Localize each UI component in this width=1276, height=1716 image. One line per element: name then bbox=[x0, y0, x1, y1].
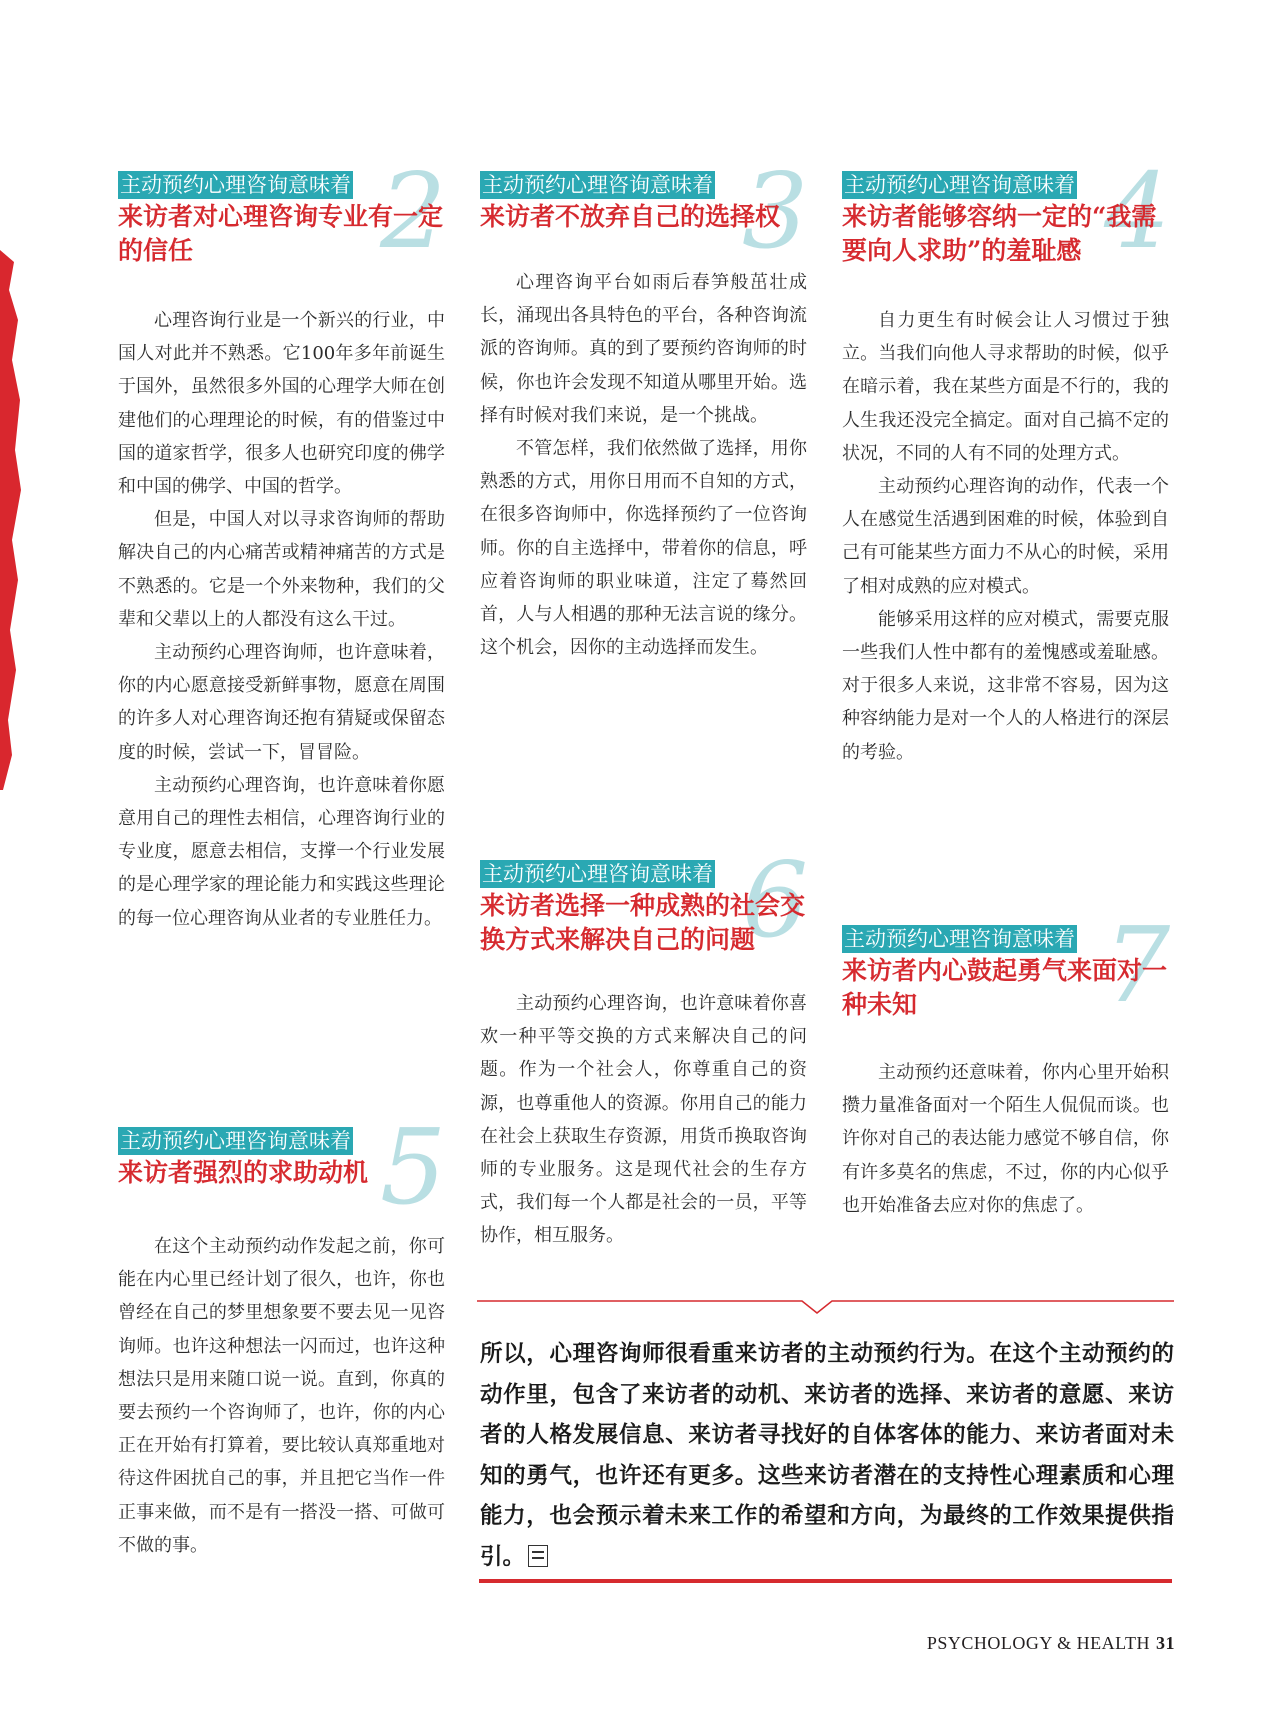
section-body bbox=[118, 304, 445, 935]
section-title: 来访者强烈的求助动机 bbox=[118, 1158, 369, 1187]
bottom-red-rule bbox=[479, 1579, 1172, 1583]
paragraph: 主动预约心理咨询，也许意味着你愿意用自己的理性去相信，心理咨询行业的专业度，愿意去相信，支撑一个行业发展的是心理学家的理论能力和实践这些理论的每一位心理咨询从业者的专业胜任力。 bbox=[118, 774, 445, 929]
section-number: 4 bbox=[1104, 150, 1171, 272]
decorative-red-brush bbox=[0, 250, 22, 790]
section-title: 来访者对心理咨询专业有一定的信任 bbox=[118, 202, 444, 265]
paragraph: 但是，中国人对以寻求咨询师的帮助解决自己的内心痛苦或精神痛苦的方式是不熟悉的。它是一个外来物种，我们的父辈和父辈以上的人都没有这么干过。 bbox=[118, 509, 445, 630]
section-number: 2 bbox=[380, 150, 447, 272]
section-number: 3 bbox=[742, 150, 809, 272]
paragraph: 主动预约还意味着，你内心里开始积攒力量准备面对一个陌生人侃侃而谈。也许你对自己的表达能力感觉不够自信，你有许多莫名的焦虑，不过，你的内心似乎也开始准备去应对你的焦虑了。 bbox=[842, 1062, 1169, 1216]
paragraph: 自力更生有时候会让人习惯过于独立。当我们向他人寻求帮助的时候，似乎在暗示着，我在某些方面是不行的，我的人生我还没完全搞定。面对自己搞不定的状况，不同的人有不同的处理方式。 bbox=[842, 310, 1169, 464]
page-footer bbox=[927, 1633, 1175, 1654]
summary-paragraph bbox=[480, 1334, 1174, 1577]
paragraph: 不管怎样，我们依然做了选择，用你熟悉的方式，用你日用而不自知的方式，在很多咨询师中，你选择预约了一位咨询师。你的自主选择中，带着你的信息，呼应着咨询师的职业味道，注定了蓦然回首，人与人相遇的那种无法言说的缘分。这个机会，因你的主动选择而发生。 bbox=[480, 438, 807, 659]
section-number: 6 bbox=[742, 839, 809, 961]
magazine-name: PSYCHOLOGY & HEALTH bbox=[926, 1633, 1150, 1653]
section-2 bbox=[118, 150, 447, 935]
section-5 bbox=[118, 1106, 447, 1562]
paragraph: 心理咨询行业是一个新兴的行业，中国人对此并不熟悉。它100年多年前诞生于国外，虽然很多外国的心理学大师在创建他们的心理理论的时候，有的借鉴过中国的道家哲学，很多人也研究印度的佛学和中国的佛学、中国的哲学。 bbox=[118, 310, 445, 498]
section-number: 7 bbox=[1104, 904, 1171, 1026]
section-body bbox=[842, 1056, 1169, 1222]
section-tag: 主动预约心理咨询意味着 bbox=[844, 173, 1075, 197]
section-7 bbox=[842, 904, 1171, 1222]
section-tag: 主动预约心理咨询意味着 bbox=[844, 927, 1075, 951]
section-tag: 主动预约心理咨询意味着 bbox=[482, 173, 713, 197]
paragraph: 在这个主动预约动作发起之前，你可能在内心里已经计划了很久，也许，你也曾经在自己的梦里想象要不要去见一见咨询师。也许这种想法一闪而过，也许这种想法只是用来随口说一说。直到，你真的要去预约一个咨询师了，也许，你的内心正在开始有打算着，要比较认真郑重地对待这件困扰自己的事，并且把它当作一件正事来做，而不是有一搭没一搭、可做可不做的事。 bbox=[118, 1236, 445, 1556]
section-3 bbox=[480, 150, 809, 664]
section-title: 来访者选择一种成熟的社会交换方式来解决自己的问题 bbox=[480, 891, 806, 954]
section-body bbox=[842, 304, 1169, 769]
section-tag: 主动预约心理咨询意味着 bbox=[120, 173, 351, 197]
paragraph: 主动预约心理咨询，也许意味着你喜欢一种平等交换的方式来解决自己的问题。作为一个社会人，你尊重自己的资源，也尊重他人的资源。你用自己的能力在社会上获取生存资源，用货币换取咨询师的专业服务。这是现代社会的生存方式，我们每一个人都是社会的一员，平等协作，相互服务。 bbox=[480, 993, 807, 1247]
section-number: 5 bbox=[380, 1106, 447, 1228]
summary-text: 所以，心理咨询师很看重来访者的主动预约行为。在这个主动预约的动作里，包含了来访者的动机、来访者的选择、来访者的意愿、来访者的人格发展信息、来访者寻找好的自体客体的能力、来访者面对未知的勇气，也许还有更多。这些来访者潜在的支持性心理素质和心理能力，也会预示着未来工作的希望和方向，为最终的工作效果提供指引。 bbox=[480, 1341, 1174, 1570]
page-number: 31 bbox=[1156, 1633, 1175, 1653]
end-mark-icon bbox=[528, 1545, 548, 1567]
section-body bbox=[480, 266, 807, 664]
paragraph: 能够采用这样的应对模式，需要克服一些我们人性中都有的羞愧感或羞耻感。对于很多人来说，这非常不容易，因为这种容纳能力是对一个人的人格进行的深层的考验。 bbox=[842, 608, 1169, 763]
section-title: 来访者不放弃自己的选择权 bbox=[480, 202, 781, 231]
section-body bbox=[480, 987, 807, 1253]
section-body bbox=[118, 1230, 445, 1562]
paragraph: 主动预约心理咨询的动作，代表一个人在感觉生活遇到困难的时候，体验到自己有可能某些方面力不从心的时候，采用了相对成熟的应对模式。 bbox=[842, 476, 1169, 597]
paragraph: 心理咨询平台如雨后春笋般茁壮成长，涌现出各具特色的平台，各种咨询流派的咨询师。真的到了要预约咨询师的时候，你也许会发现不知道从哪里开始。选择有时候对我们来说，是一个挑战。 bbox=[480, 272, 807, 426]
section-6 bbox=[480, 839, 809, 1253]
section-title: 来访者内心鼓起勇气来面对一种未知 bbox=[842, 956, 1168, 1019]
section-4 bbox=[842, 150, 1171, 769]
section-tag: 主动预约心理咨询意味着 bbox=[482, 862, 713, 886]
paragraph: 主动预约心理咨询师，也许意味着，你的内心愿意接受新鲜事物，愿意在周围的许多人对心理咨询还抱有猜疑或保留态度的时候，尝试一下，冒冒险。 bbox=[118, 642, 445, 763]
chevron-divider bbox=[477, 1300, 1174, 1314]
section-title: 来访者能够容纳一定的“我需要向人求助”的羞耻感 bbox=[842, 202, 1157, 265]
section-tag: 主动预约心理咨询意味着 bbox=[120, 1129, 351, 1153]
